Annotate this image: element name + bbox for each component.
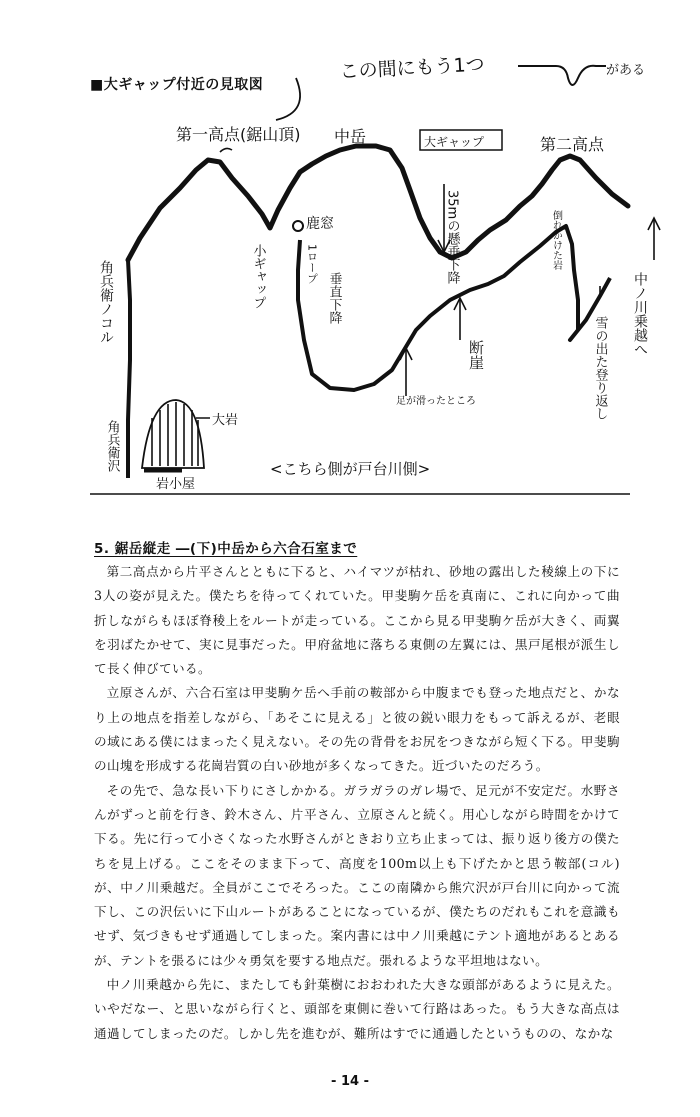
label-side: <こちら側が戸台川側>	[270, 460, 431, 478]
label-big-rock: 大岩	[212, 413, 239, 428]
label-rock-house: 岩小屋	[156, 477, 196, 492]
label-rope1: 1ロープ	[305, 244, 319, 284]
page-number: - 14 -	[331, 1074, 369, 1089]
label-nakanogawa: 中ノ川乗越へ	[632, 272, 648, 356]
arrow-peak1	[220, 148, 232, 152]
label-chudake: 中岳	[334, 127, 367, 146]
label-snow: 雪の出た登り返し	[592, 316, 608, 420]
note-tail-text: がある	[606, 63, 646, 78]
note-text: この間にもう1つ	[339, 53, 486, 83]
label-kadenzou-sawa: 角兵衛沢	[104, 420, 120, 472]
paragraph-4: 中ノ川乗越から先に、またしても針葉樹におおわれた大きな頭部があるように見えた。いやだなー、と思いながら行くと、頭部を東側に巻いて行路はあった。もう大きな高点は通過してしまったのだ。しかし先を進むが、難所はすでに通過したというものの、なかな	[94, 977, 620, 1041]
label-peak2: 第二高点	[540, 135, 605, 154]
label-rope-descend: 垂直下降	[326, 272, 342, 324]
label-cliff: 断崖	[467, 340, 485, 370]
paragraph-1: 第二高点から片平さんとともに下ると、ハイマツが枯れ、砂地の露出した稜線上の下に3人の姿が見えた。僕たちを待ってくれていた。甲斐駒ケ岳を真南に、これに向かって曲折しながらもほぼ脊稜上をルートが走っている。ここから見る甲斐駒ケ岳が大きく、両翼を羽ばたかせて、実に見事だった。甲府盆地に落ちる東側の左翼には、黒戸尾根が派生して長く伸びている。	[94, 564, 620, 677]
label-fallen: 倒れかけた岩	[550, 210, 562, 270]
label-slip: 足が滑ったところ	[396, 396, 476, 407]
note-pointer	[276, 78, 300, 120]
figure-title: ■大ギャップ付近の見取図	[90, 77, 264, 93]
kusari-marker	[293, 221, 303, 231]
label-peak1: 第一高点(鋸山頂)	[176, 125, 301, 144]
label-small-gap: 小ギャップ	[250, 244, 266, 309]
paragraph-2: 立原さんが、六合石室は甲斐駒ケ岳へ手前の鞍部から中腹までも登った地点だと、かなり上の地点を指差しながら、「あそこに見える」と彼の鋭い眼力をもって訴えるが、老眼の域にある僕にはまったく見えない。その先の背骨をお尻をつきながら短く下る。甲斐駒の山塊を形成する花崗岩質の白い砂地が多くなってきた。近づいたのだろう。	[94, 685, 620, 774]
sketch-map	[0, 0, 700, 505]
note-wave	[518, 66, 606, 85]
paragraph-3: その先で、急な長い下りにさしかかる。ガラガラのガレ場で、足元が不安定だ。水野さんがずっと前を行き、鈴木さん、片平さん、立原さんと続く。用心しながら時間をかけて下る。先に行って小さくなった水野さんがときおり立ち止まっては、振り返り後方の僕たちを見上げる。ここをそのまま下って、高度を100m以上も下げたかと思う鞍部(コル)が、中ノ川乗越だ。全員がここでそろった。ここの南隣から熊穴沢が戸台川に向かって流下し、この沢伝いに下山ルートがあることになっているが、僕たちのだれもこれを意識もせず、気づきもせず通過してしまった。案内書には中ノ川乗越にテント適地があるとあるが、テントを張るには少々勇気を要する地点だ。張れるような平坦地はない。	[94, 782, 620, 968]
label-kadenzou: 角兵衛ノコル	[98, 260, 114, 344]
section-title: 5. 鋸岳縦走 ―(下)中岳から六合石室まで	[94, 541, 358, 557]
body-text	[94, 560, 620, 1046]
label-descend-35: 35mの懸垂下降	[444, 190, 460, 285]
label-daigap: 大ギャップ	[424, 135, 485, 149]
left-ridge	[128, 260, 130, 478]
label-kusari: 鹿窓	[306, 216, 334, 232]
